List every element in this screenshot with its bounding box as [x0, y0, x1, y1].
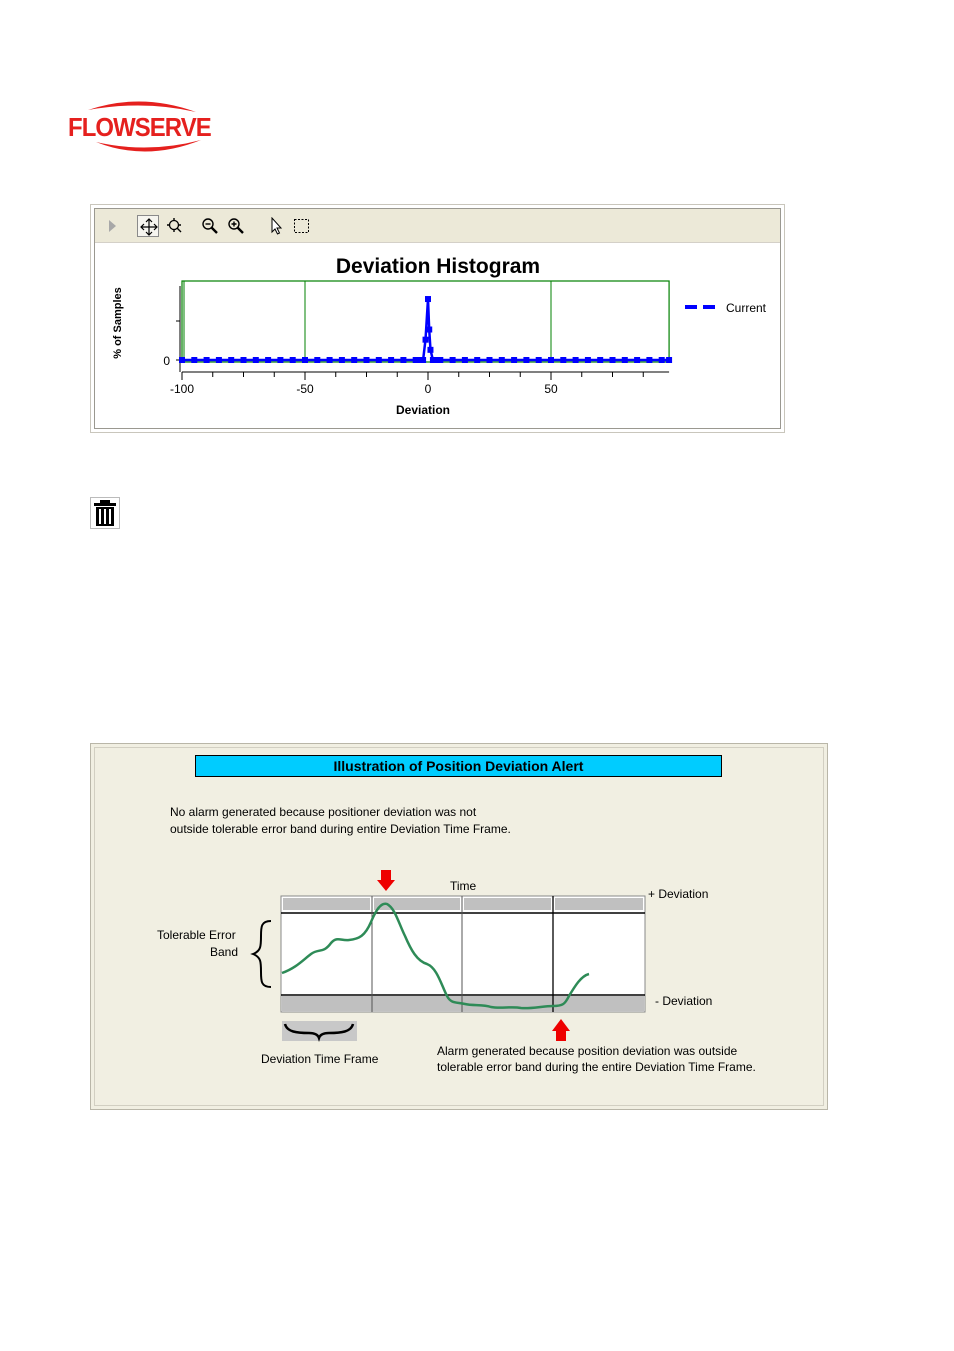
data-point — [290, 357, 296, 363]
chart-title: Deviation Histogram — [335, 255, 541, 278]
tolerable-band-text-1: Tolerable Error — [157, 928, 236, 942]
data-point — [622, 357, 628, 363]
logo-text: FLOWSERVE — [68, 112, 211, 142]
x-tick-label: 0 — [424, 382, 432, 396]
x-tick-label: -50 — [296, 382, 314, 396]
pointer-icon[interactable] — [265, 215, 287, 237]
x-axis-label: Deviation — [395, 403, 451, 417]
x-tick-label: 50 — [544, 382, 558, 396]
data-point — [499, 357, 505, 363]
zoom-in-icon[interactable] — [225, 215, 247, 237]
data-point — [314, 357, 320, 363]
zoom-fit-icon[interactable] — [163, 215, 185, 237]
band-segment — [464, 898, 551, 910]
x-tick-label: -100 — [169, 382, 195, 396]
data-point — [423, 337, 429, 343]
y-axis-label: % of Samples — [112, 287, 124, 359]
data-point — [228, 357, 234, 363]
data-point — [400, 357, 406, 363]
chart-toolbar — [95, 209, 780, 243]
pan-icon[interactable] — [137, 215, 159, 237]
data-point — [426, 327, 432, 333]
deviation-time-frame-label: Deviation Time Frame — [261, 1052, 379, 1066]
data-point — [277, 357, 283, 363]
data-point — [253, 357, 259, 363]
data-point — [388, 357, 394, 363]
play-arrow-icon[interactable] — [103, 215, 125, 237]
no-alarm-text-2: outside tolerable error band during entire Deviation Time Frame. — [170, 822, 511, 836]
data-point — [364, 357, 370, 363]
data-point — [339, 357, 345, 363]
down-arrow-icon — [377, 870, 395, 891]
no-alarm-text-1: No alarm generated because positioner deviation was not — [170, 805, 477, 819]
data-point — [487, 357, 493, 363]
data-point — [474, 357, 480, 363]
data-point — [536, 357, 542, 363]
band-brace-icon — [253, 921, 271, 987]
data-point — [351, 357, 357, 363]
data-point — [646, 357, 652, 363]
data-point — [265, 357, 271, 363]
up-arrow-icon — [552, 1019, 570, 1041]
data-point — [511, 357, 517, 363]
position-deviation-illustration — [90, 743, 828, 1110]
histogram-chart — [95, 243, 782, 431]
select-box-icon[interactable] — [291, 215, 313, 237]
data-point — [420, 357, 426, 363]
plus-deviation-label: + Deviation — [648, 887, 709, 901]
data-point — [610, 357, 616, 363]
y-tick-label: 0 — [163, 354, 170, 368]
data-point — [327, 357, 333, 363]
data-point — [523, 357, 529, 363]
tolerable-band-text-2: Band — [210, 945, 239, 959]
data-point — [560, 357, 566, 363]
data-point — [659, 357, 665, 363]
flowserve-logo — [66, 98, 218, 158]
data-point — [585, 357, 591, 363]
data-point — [241, 357, 247, 363]
data-point — [179, 357, 185, 363]
data-point — [450, 357, 456, 363]
illustration-title: Illustration of Position Deviation Alert — [195, 755, 722, 777]
minus-deviation-label: - Deviation — [655, 994, 713, 1008]
data-point — [437, 357, 443, 363]
data-point — [462, 357, 468, 363]
zoom-out-icon[interactable] — [199, 215, 221, 237]
data-point — [666, 357, 672, 363]
alarm-text-2: tolerable error band during the entire Deviation Time Frame. — [437, 1060, 756, 1074]
alarm-text-1: Alarm generated because position deviation was outside — [437, 1044, 738, 1058]
band-segment — [555, 898, 643, 910]
data-point — [376, 357, 382, 363]
data-point — [634, 357, 640, 363]
band-segment — [283, 898, 370, 910]
data-point — [573, 357, 579, 363]
trash-icon[interactable] — [90, 497, 120, 529]
deviation-histogram-panel — [90, 204, 785, 433]
data-point — [427, 347, 433, 353]
data-point — [548, 357, 554, 363]
data-point — [302, 357, 308, 363]
data-point — [425, 296, 431, 302]
deviation-diagram — [91, 744, 827, 1109]
data-point — [204, 357, 210, 363]
time-label: Time — [450, 879, 477, 893]
data-point — [191, 357, 197, 363]
data-point — [597, 357, 603, 363]
legend-label: Current — [726, 301, 767, 315]
data-point — [216, 357, 222, 363]
